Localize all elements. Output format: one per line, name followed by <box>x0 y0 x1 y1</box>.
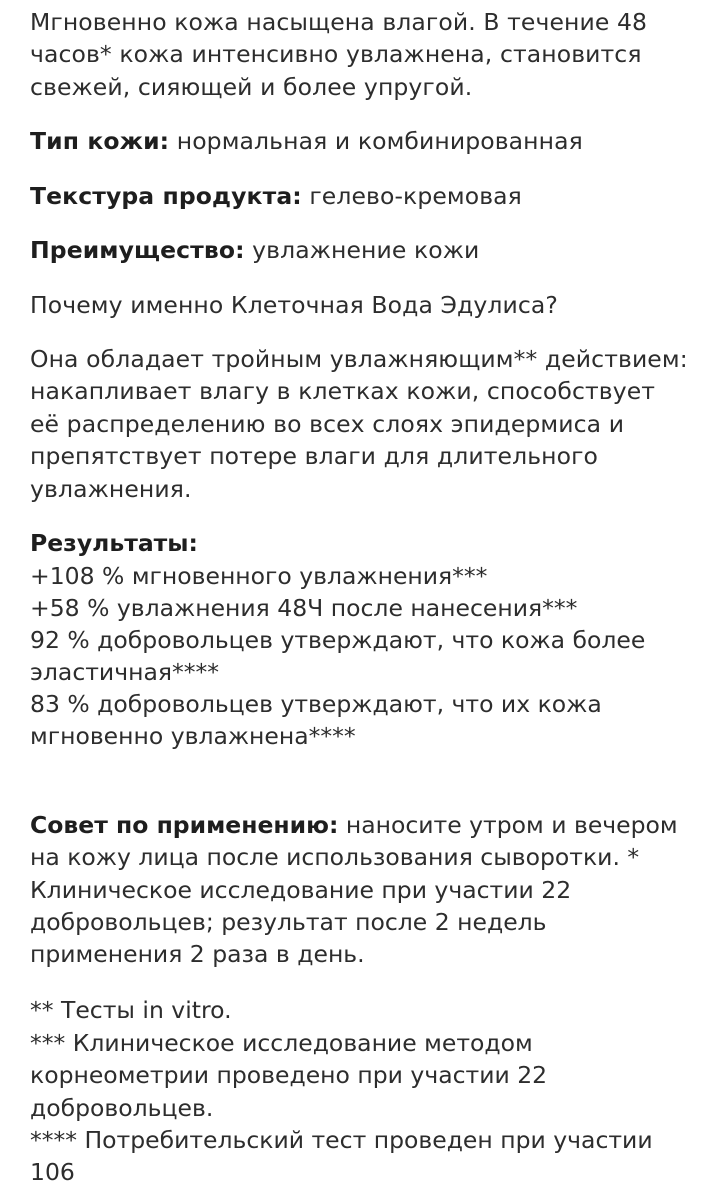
explanation-block <box>30 343 690 505</box>
explanation-text: Она обладает тройным увлажняющим** действием: накапливает влагу в клетках кожи, способствует её распределению во всех слоях эпидермиса и препятствует потере влаги для длительного увлажнения. <box>30 344 688 503</box>
attribute-skin-type <box>30 125 690 157</box>
results-list <box>30 561 690 753</box>
result-item: 83 % добровольцев утверждают, что их кожа мгновенно увлажнена**** <box>30 690 602 751</box>
usage-tip-label: Совет по применению: <box>30 810 339 839</box>
section-divider-spacer <box>30 775 690 785</box>
attribute-texture-label: Текстура продукта: <box>30 181 302 210</box>
attribute-texture <box>30 180 690 212</box>
attribute-texture-value: гелево-кремовая <box>301 181 522 210</box>
result-item: 92 % добровольцев утверждают, что кожа более эластичная**** <box>30 626 646 687</box>
usage-tip-value: наносите утром и вечером на кожу лица после использования сыворотки. * Клиническое исследование при участии 22 добровольцев; результат после 2 недель применения 2 раза в день. <box>30 810 678 969</box>
result-item: +58 % увлажнения 48Ч после нанесения*** <box>30 594 578 623</box>
footnote-item: **** Потребительский тест проведен при участии 106 <box>30 1126 653 1187</box>
intro-paragraph: Мгновенно кожа насыщена влагой. В течение 48 часов* кожа интенсивно увлажнена, становится свежей, сияющей и более упругой. <box>30 8 648 101</box>
page-cut-edge <box>30 1189 690 1203</box>
results-heading: Результаты: <box>30 529 198 558</box>
result-item: +108 % мгновенного увлажнения*** <box>30 562 488 591</box>
intro-paragraph-block <box>30 0 690 103</box>
results-block <box>30 527 690 753</box>
attribute-benefit-value: увлажнение кожи <box>244 236 480 265</box>
question-block <box>30 289 690 321</box>
attribute-benefit-label: Преимущество: <box>30 236 245 265</box>
footnote-item: *** Клиническое исследование методом корнеометрии проведено при участии 22 добровольцев. <box>30 1028 548 1122</box>
question-text: Почему именно Клеточная Вода Эдулиса? <box>30 290 558 319</box>
attribute-skin-type-value: нормальная и комбинированная <box>169 127 583 156</box>
footnotes-block <box>30 994 690 1189</box>
attribute-benefit <box>30 234 690 266</box>
attribute-skin-type-label: Тип кожи: <box>30 127 170 156</box>
footnote-item: ** Тесты in vitro. <box>30 996 232 1025</box>
usage-tip-block <box>30 809 690 971</box>
